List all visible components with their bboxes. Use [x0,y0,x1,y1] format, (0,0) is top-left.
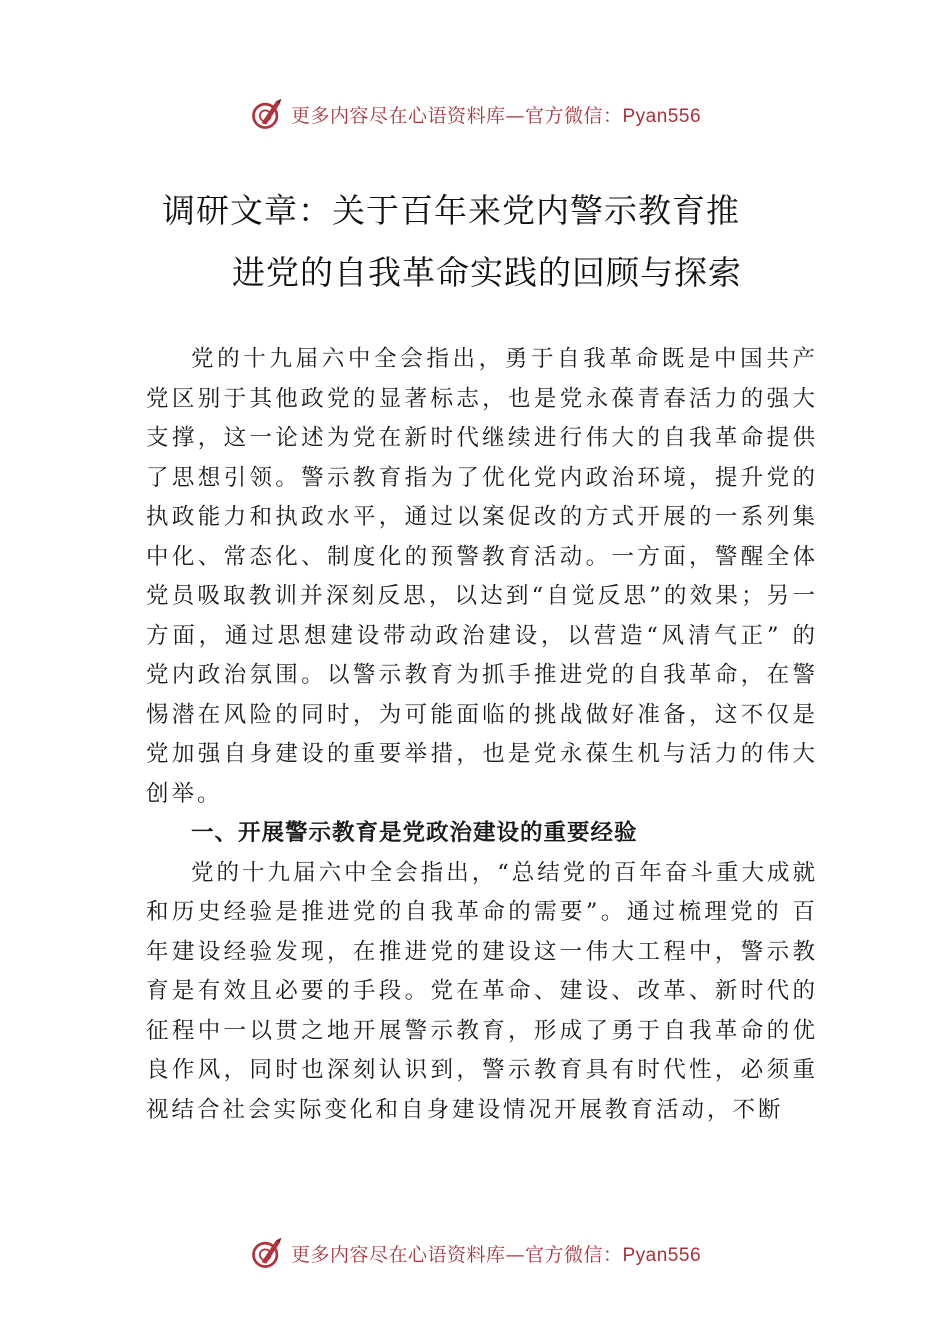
wechat-id: Pyan556 [622,1244,702,1266]
document-title [0,180,950,304]
paragraph-section-1: 党的十九届六中全会指出，“总结党的百年奋斗重大成就和历史经验是推进党的自我革命的需要”。通过梳理党的 百年建设经验发现，在推进党的建设这一伟大工程中，警示教育是有效且必要的手段。党在革命、建设、改革、新时代的征程中一以贯之地开展警示教育，形成了勇于自我革命的优良作风，同时也深刻认识到，警示教育具有时代性，必须重视结合社会实际变化和自身建设情况开展教育活动，不断 [146,859,818,1123]
brand-logo-icon [249,1235,285,1271]
document-body [146,340,818,1130]
header-watermark [0,94,950,134]
watermark-text: 更多内容尽在心语资料库—官方微信：Pyan556 [290,104,702,127]
paragraph-intro: 党的十九届六中全会指出，勇于自我革命既是中国共产党区别于其他政党的显著标志，也是党永葆青春活力的强大支撑，这一论述为党在新时代继续进行伟大的自我革命提供了思想引领。警示教育指为了优化党内政治环境，提升党的执政能力和执政水平，通过以案促改的方式开展的一系列集中化、常态化、制度化的预警教育活动。一方面，警醒全体党员吸取教训并深刻反思，以达到“自觉反思”的效果；另一方面，通过思想建设带动政治建设，以营造“风清气正” 的党内政治氛围。以警示教育为抓手推进党的自我革命，在警惕潜在风险的同时，为可能面临的挑战做好准备，这不仅是党加强自身建设的重要举措，也是党永葆生机与活力的伟大创举。 [146,346,818,807]
title-line-2: 进党的自我革命实践的回顾与探索 [232,253,742,292]
wechat-id: Pyan556 [622,105,702,127]
brand-logo-icon [249,96,285,132]
watermark-text: 更多内容尽在心语资料库—官方微信：Pyan556 [290,1243,702,1266]
title-line-1: 调研文章：关于百年来党内警示教育推 [162,191,740,230]
footer-watermark [0,1233,950,1273]
section-heading-1: 一、开展警示教育是党政治建设的重要经验 [191,820,638,846]
